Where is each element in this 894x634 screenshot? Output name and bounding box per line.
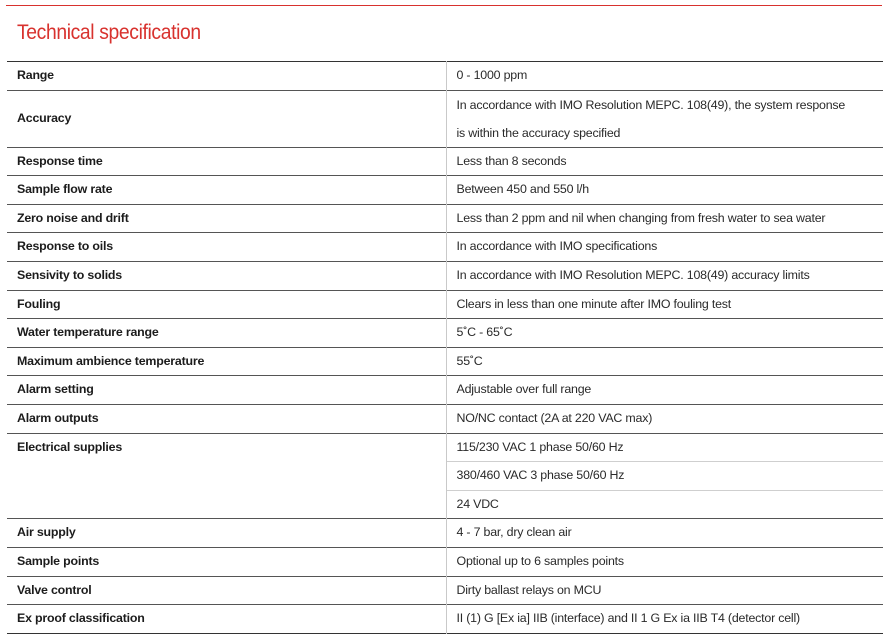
spec-value: 0 - 1000 ppm: [456, 68, 528, 82]
table-row: [7, 519, 883, 548]
spec-value-line: is within the accuracy specified: [456, 125, 621, 140]
spec-label: Maximum ambience temperature: [7, 347, 446, 376]
page-title: Technical specification: [17, 21, 201, 44]
spec-label: Range: [7, 62, 446, 91]
table-row: [7, 433, 883, 462]
spec-label: Sensivity to solids: [7, 261, 446, 290]
table-row: [7, 319, 883, 348]
spec-label: Sample points: [7, 547, 446, 576]
spec-value: 380/460 VAC 3 phase 50/60 Hz: [446, 462, 883, 491]
spec-label: Accuracy: [7, 90, 446, 147]
table-row: [7, 290, 883, 319]
table-row: [7, 605, 883, 634]
spec-value: II (1) G [Ex ia] IIB (interface) and II 1 G Ex ia IIB T4 (detector cell): [456, 611, 800, 626]
spec-label: Alarm setting: [7, 376, 446, 405]
table-row: [7, 404, 883, 433]
spec-label: Zero noise and drift: [7, 204, 446, 233]
table-row: [7, 261, 883, 290]
spec-value: 24 VDC: [446, 490, 883, 519]
spec-value: NO/NC contact (2A at 220 VAC max): [456, 410, 653, 425]
spec-label: Fouling: [7, 290, 446, 319]
spec-value: 55˚C: [456, 353, 483, 368]
table-row: [7, 204, 883, 233]
spec-value: In accordance with IMO Resolution MEPC. 108(49) accuracy limits: [456, 267, 810, 282]
table-row: [7, 233, 883, 262]
spec-value: Adjustable over full range: [456, 382, 592, 397]
spec-value: Between 450 and 550 l/h: [456, 182, 589, 197]
spec-label: Ex proof classification: [7, 605, 446, 634]
spec-label: Response time: [7, 147, 446, 176]
spec-value: Less than 2 ppm and nil when changing from fresh water to sea water: [456, 210, 826, 225]
spec-value: Optional up to 6 samples points: [456, 553, 624, 568]
spec-value: [446, 90, 883, 147]
table-row: [7, 576, 883, 605]
spec-value: Dirty ballast relays on MCU: [456, 582, 602, 597]
top-divider: [6, 5, 882, 6]
spec-label: Alarm outputs: [7, 404, 446, 433]
spec-table: [7, 61, 883, 634]
table-row: [7, 147, 883, 176]
spec-value: Less than 8 seconds: [456, 153, 567, 168]
spec-label: Water temperature range: [7, 319, 446, 348]
spec-value: 115/230 VAC 1 phase 50/60 Hz: [456, 439, 624, 454]
spec-value: 5˚C - 65˚C: [456, 325, 513, 340]
table-row: [7, 176, 883, 205]
spec-value: 4 - 7 bar, dry clean air: [456, 525, 572, 540]
spec-label: Response to oils: [7, 233, 446, 262]
spec-value: In accordance with IMO specifications: [456, 239, 658, 254]
table-row: [7, 62, 883, 91]
table-row: [7, 90, 883, 147]
spec-value: Clears in less than one minute after IMO fouling test: [456, 296, 732, 311]
spec-value-line: In accordance with IMO Resolution MEPC. 108(49), the system response: [456, 97, 846, 112]
spec-label: Air supply: [7, 519, 446, 548]
spec-label: Sample flow rate: [7, 176, 446, 205]
table-row: [7, 347, 883, 376]
spec-label: Valve control: [7, 576, 446, 605]
table-row: [7, 376, 883, 405]
table-row: [7, 547, 883, 576]
spec-label: Electrical supplies: [7, 433, 446, 519]
